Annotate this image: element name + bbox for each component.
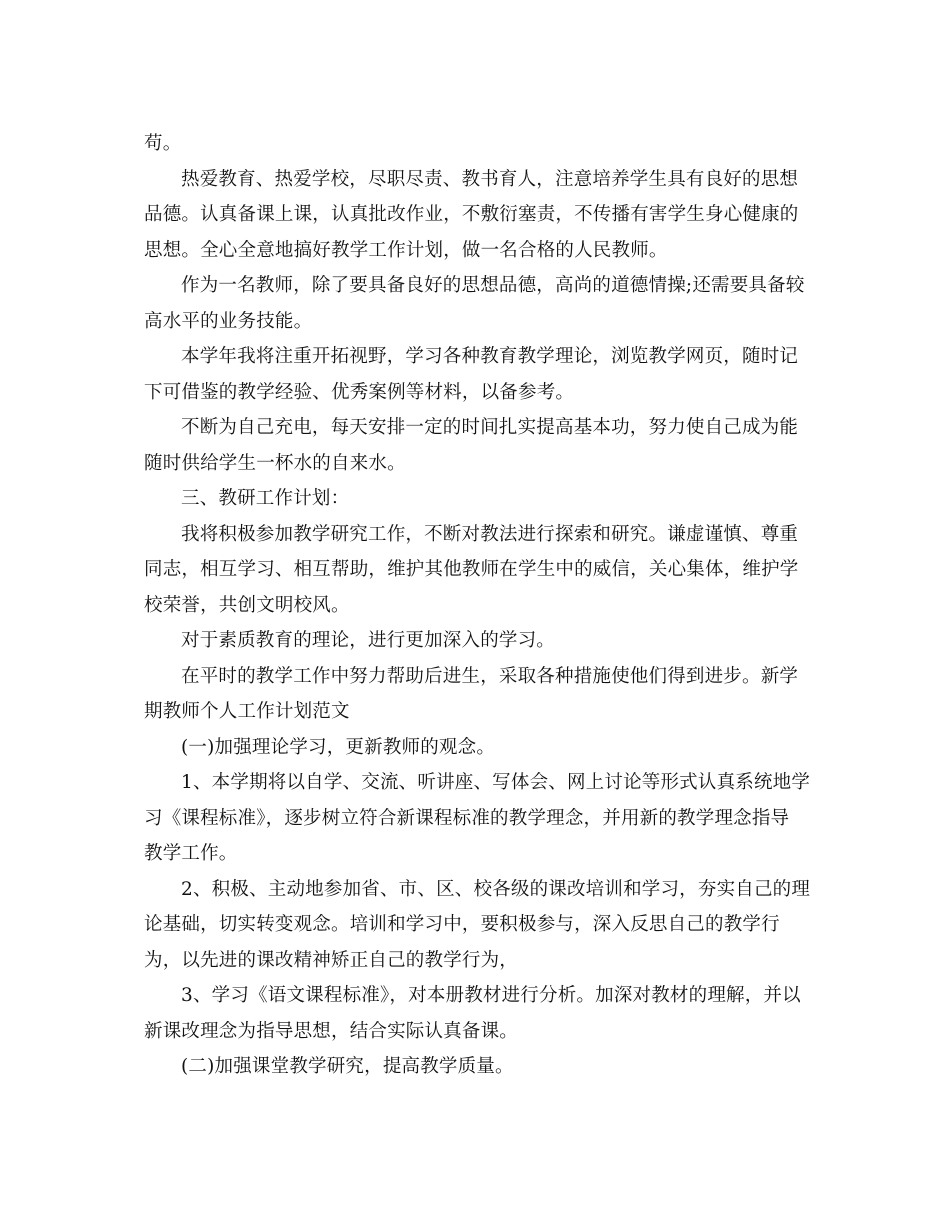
text-line: 不断为自己充电，每天安排一定的时间扎实提高基本功，努力使自己成为能 — [181, 417, 799, 438]
text-line: 品德。认真备课上课，认真批改作业，不敷衍塞责，不传播有害学生身心健康的 — [144, 204, 799, 225]
subsection-heading: (二)加强课堂教学研究，提高教学质量。 — [181, 1056, 514, 1077]
text-line: 苟。 — [144, 133, 182, 154]
text-line: 3、学习《语文课程标准》，对本册教材进行分析。加深对教材的理解，并以 — [181, 985, 801, 1006]
text-line: 对于素质教育的理论，进行更加深入的学习。 — [181, 630, 556, 651]
text-line: 热爱教育、热爱学校，尽职尽责、教书育人，注意培养学生具有良好的思想 — [181, 168, 799, 190]
text-line: 本学年我将注重开拓视野，学习各种教育教学理论，浏览教学网页，随时记 — [181, 346, 799, 367]
text-line: 思想。全心全意地搞好教学工作计划，做一名合格的人民教师。 — [144, 239, 668, 261]
text-line: 论基础，切实转变观念。培训和学习中，要积极参与，深入反思自己的教学行 — [144, 914, 780, 935]
text-line: 教学工作。 — [144, 843, 238, 864]
text-line: 新课改理念为指导思想，结合实际认真备课。 — [144, 1020, 519, 1042]
text-line: 我将积极参加教学研究工作，不断对教法进行探索和研究。谦虚谨慎、尊重 — [181, 523, 799, 545]
text-line: 2、积极、主动地参加省、市、区、校各级的课改培训和学习，夯实自己的理 — [181, 878, 811, 900]
document-body — [144, 126, 811, 1085]
text-line: 习《课程标准》，逐步树立符合新课程标准的教学理念，并用新的教学理念指导 — [144, 807, 790, 829]
section-heading: 三、教研工作计划： — [181, 488, 350, 509]
text-line: 作为一名教师，除了要具备良好的思想品德，高尚的道德情操;还需要具备较 — [181, 275, 805, 296]
text-line: 校荣誉，共创文明校风。 — [144, 594, 350, 616]
text-line: 在平时的教学工作中努力帮助后进生，采取各种措施使他们得到进步。新学 — [181, 665, 799, 687]
text-line: 为，以先进的课改精神矫正自己的教学行为， — [144, 949, 519, 971]
text-line: 同志，相互学习、相互帮助，维护其他教师在学生中的威信，关心集体，维护学 — [144, 559, 799, 580]
subsection-heading: (一)加强理论学习，更新教师的观念。 — [181, 736, 496, 758]
text-line: 随时供给学生一杯水的自来水。 — [144, 452, 406, 474]
text-line: 下可借鉴的教学经验、优秀案例等材料，以备参考。 — [144, 381, 575, 403]
text-line: 高水平的业务技能。 — [144, 310, 313, 332]
text-line: 1、本学期将以自学、交流、听讲座、写体会、网上讨论等形式认真系统地学 — [181, 772, 811, 793]
text-line: 期教师个人工作计划范文 — [144, 701, 350, 722]
